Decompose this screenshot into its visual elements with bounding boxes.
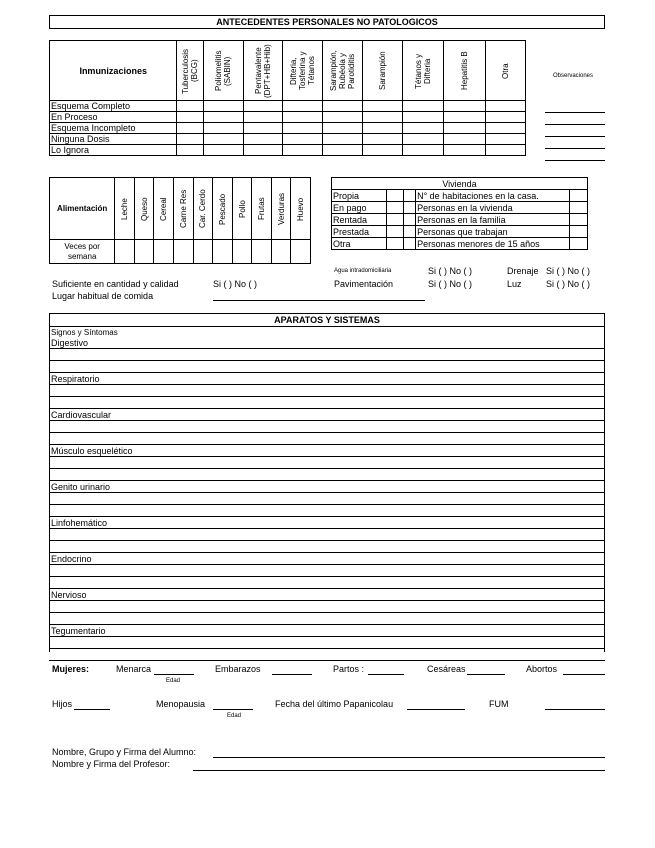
luz-label: Luz — [507, 279, 522, 289]
system-write-line[interactable] — [49, 456, 605, 457]
food-col: Carne Res — [178, 189, 188, 228]
food-col: Verduras — [276, 192, 286, 225]
cesareas-label: Cesáreas — [427, 664, 466, 674]
food-col: Pollo — [237, 199, 247, 218]
veces-por-semana-label: Veces por semana — [50, 240, 115, 264]
firma-alumno-line[interactable] — [213, 757, 605, 758]
vivienda-left: En pago — [332, 202, 387, 214]
lugar-habitual-label: Lugar habitual de comida — [52, 291, 154, 301]
section-title-antecedentes: ANTECEDENTES PERSONALES NO PATOLOGICOS — [49, 15, 605, 29]
drenaje-options[interactable]: Si ( ) No ( ) — [546, 266, 590, 276]
system-label: Endocrino — [51, 554, 92, 564]
imm-col-0: Tuberculosis (BCG) — [181, 47, 200, 94]
imm-row-label: En Proceso — [50, 112, 177, 123]
system-write-line[interactable] — [49, 528, 605, 529]
firma-alumno-label: Nombre, Grupo y Firma del Alumno: — [52, 747, 197, 757]
vivienda-left: Rentada — [332, 214, 387, 226]
pavimentacion-label: Pavimentación — [334, 279, 394, 289]
system-write-line[interactable] — [49, 660, 605, 661]
system-label: Músculo esquelético — [51, 446, 133, 456]
system-label: Respiratorio — [51, 374, 100, 384]
food-col: Pescado — [217, 192, 227, 225]
food-col: Frutas — [257, 197, 267, 220]
hijos-label: Hijos — [52, 699, 73, 709]
imm-col-5: Sarampión — [377, 51, 387, 90]
imm-row-label: Esquema Incompleto — [50, 123, 177, 134]
hijos-line[interactable] — [74, 709, 110, 710]
vivienda-right: Personas en la vivienda — [416, 202, 570, 214]
drenaje-label: Drenaje — [507, 266, 539, 276]
system-write-line[interactable] — [49, 492, 605, 493]
alimentacion-table — [49, 177, 311, 264]
system-write-line[interactable] — [49, 360, 605, 361]
imm-col-7: Hepatitis B — [460, 51, 470, 90]
system-write-line[interactable] — [49, 588, 605, 589]
vivienda-right: Personas en la familia — [416, 214, 570, 226]
imm-row-label: Ninguna Dosis — [50, 134, 177, 145]
menarca-line[interactable] — [154, 674, 194, 675]
imm-col-1: Poliomelitis (SABIN) — [214, 50, 233, 91]
observations-line[interactable] — [545, 160, 605, 161]
lugar-habitual-line[interactable] — [213, 300, 425, 301]
pavimentacion-options[interactable]: Si ( ) No ( ) — [428, 279, 472, 289]
system-write-line[interactable] — [49, 504, 605, 505]
imm-col-4: Sarampión, Rubéola y Parotiditis — [329, 50, 357, 91]
system-label: Linfohemático — [51, 518, 108, 528]
vivienda-right: Personas menores de 15 años — [416, 238, 570, 250]
system-write-line[interactable] — [49, 408, 605, 409]
system-write-line[interactable] — [49, 636, 605, 637]
system-write-line[interactable] — [49, 552, 605, 553]
agua-options[interactable]: Si ( ) No ( ) — [428, 266, 472, 276]
systems-left-border — [49, 327, 50, 652]
system-write-line[interactable] — [49, 384, 605, 385]
food-col: Queso — [139, 196, 149, 221]
system-write-line[interactable] — [49, 612, 605, 613]
vivienda-title: Vivienda — [332, 178, 588, 190]
signos-label: Signos y Síntomas — [51, 328, 118, 337]
agua-label: Agua intradomiciliaria — [334, 268, 392, 274]
alimentacion-header: Alimentación — [50, 178, 115, 240]
abortos-label: Abortos — [526, 664, 558, 674]
system-write-line[interactable] — [49, 432, 605, 433]
observations-line[interactable] — [545, 148, 605, 149]
food-col: Car. Cerdo — [198, 189, 208, 228]
menopausia-label: Menopausia — [156, 699, 206, 709]
observations-line[interactable] — [545, 124, 605, 125]
partos-line[interactable] — [368, 674, 404, 675]
food-col: Cereal — [159, 196, 169, 221]
partos-label: Partos : — [333, 664, 365, 674]
food-col: Leche — [120, 197, 130, 220]
system-label: Nervioso — [51, 590, 87, 600]
menopausia-edad-label: Edad — [227, 713, 242, 719]
imm-row-label: Esquema Completo — [50, 101, 177, 112]
firma-profesor-line[interactable] — [193, 770, 605, 771]
observations-line[interactable] — [545, 112, 605, 113]
suficiente-options[interactable]: Si ( ) No ( ) — [213, 279, 257, 289]
abortos-line[interactable] — [563, 674, 605, 675]
systems-right-border — [604, 327, 605, 652]
imm-col-2: Pentavalente (DPT+HB+Hib) — [254, 43, 273, 98]
mujeres-label: Mujeres: — [52, 664, 90, 674]
immunizations-table — [49, 40, 526, 156]
observations-line[interactable] — [545, 136, 605, 137]
system-write-line[interactable] — [49, 372, 605, 373]
food-col: Huevo — [296, 196, 306, 221]
luz-options[interactable]: Si ( ) No ( ) — [546, 279, 590, 289]
system-label: Cardiovascular — [51, 410, 112, 420]
system-write-line[interactable] — [49, 480, 605, 481]
firma-profesor-label: Nombre y Firma del Profesor: — [52, 759, 171, 769]
vivienda-right: N° de habitaciones en la casa. — [416, 190, 570, 202]
suficiente-label: Suficiente en cantidad y calidad — [52, 279, 179, 289]
system-write-line[interactable] — [49, 564, 605, 565]
menarca-label: Menarca — [116, 664, 152, 674]
system-write-line[interactable] — [49, 516, 605, 517]
imm-row-label: Lo Ignora — [50, 145, 177, 156]
embarazos-label: Embarazos — [215, 664, 261, 674]
imm-col-3: Difteria, Tosferina y Tétanos — [289, 51, 317, 90]
observations-label: Observaciones — [553, 73, 594, 79]
system-write-line[interactable] — [49, 396, 605, 397]
embarazos-line[interactable] — [272, 674, 312, 675]
papanicolau-line[interactable] — [407, 709, 465, 710]
system-write-line[interactable] — [49, 624, 605, 625]
system-write-line[interactable] — [49, 648, 605, 649]
system-label: Genito urinario — [51, 482, 111, 492]
system-write-line[interactable] — [49, 576, 605, 577]
system-label: Tegumentario — [51, 626, 106, 636]
system-write-line[interactable] — [49, 420, 605, 421]
system-write-line[interactable] — [49, 444, 605, 445]
section-title-aparatos: APARATOS Y SISTEMAS — [49, 313, 605, 327]
system-write-line[interactable] — [49, 540, 605, 541]
vivienda-right: Personas que trabajan — [416, 226, 570, 238]
imm-col-6: Tétanos y Difteria — [414, 52, 433, 89]
vivienda-table — [331, 177, 588, 250]
cesareas-line[interactable] — [467, 674, 505, 675]
vivienda-left: Propia — [332, 190, 387, 202]
imm-col-8: Otra — [501, 62, 511, 79]
system-write-line[interactable] — [49, 468, 605, 469]
papanicolau-label: Fecha del último Papanicolau — [275, 699, 394, 709]
fum-label: FUM — [489, 699, 509, 709]
fum-line[interactable] — [545, 709, 605, 710]
menarca-edad-label: Edad — [166, 678, 181, 684]
immunizations-header: Inmunizaciones — [50, 41, 177, 101]
vivienda-left: Otra — [332, 238, 387, 250]
system-label: Digestivo — [51, 338, 89, 348]
system-write-line[interactable] — [49, 600, 605, 601]
vivienda-left: Prestada — [332, 226, 387, 238]
system-write-line[interactable] — [49, 348, 605, 349]
menopausia-line[interactable] — [213, 709, 253, 710]
